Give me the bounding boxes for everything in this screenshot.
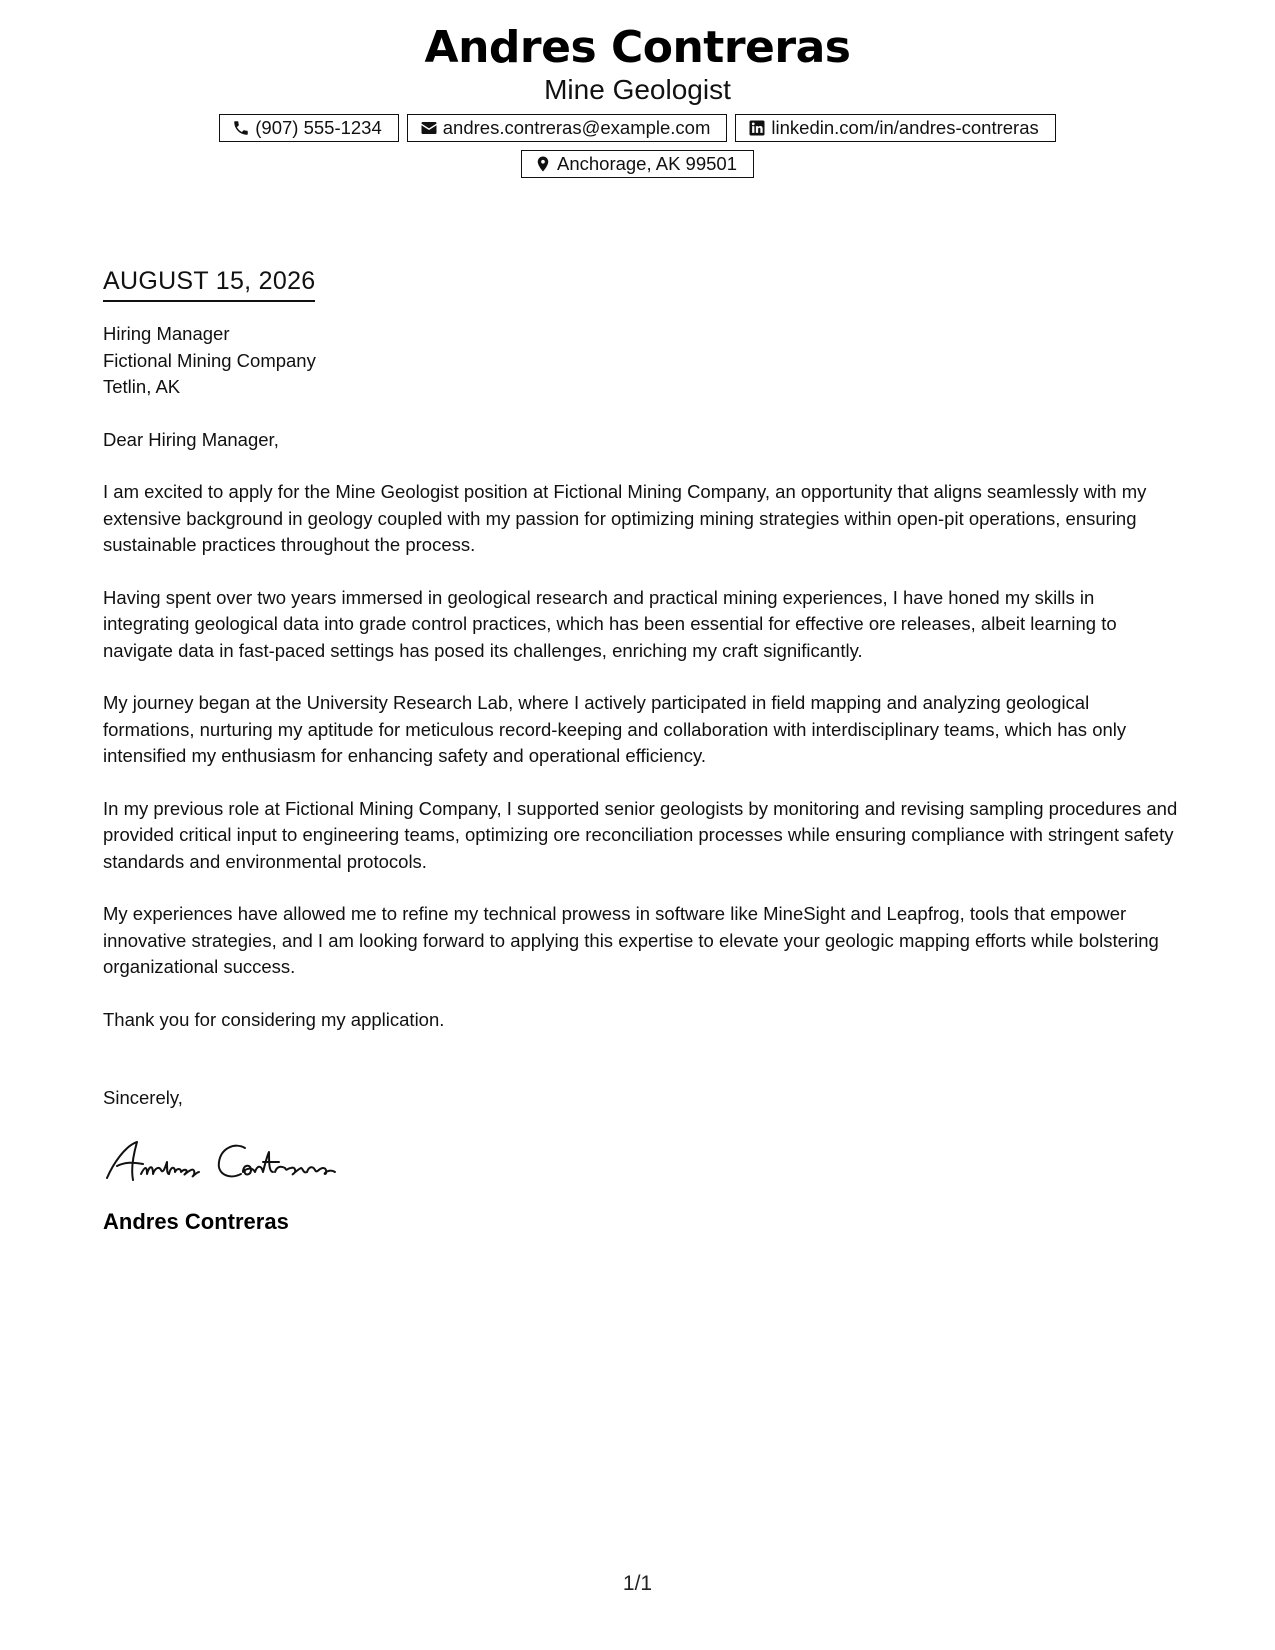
letter-body bbox=[103, 266, 1178, 1236]
contact-row-2 bbox=[0, 150, 1275, 178]
phone-icon bbox=[232, 119, 250, 137]
signature-icon bbox=[103, 1134, 373, 1190]
phone-contact bbox=[219, 114, 399, 142]
recipient-title: Hiring Manager bbox=[103, 323, 230, 344]
paragraph-3: My journey began at the University Research Lab, where I actively participated in field mapping and analyzing geological formations, nurturing my aptitude for meticulous record-keeping and collaboration with interdisciplinary teams, which has only intensified my enthusiasm for enhancing safety and operational efficiency. bbox=[103, 692, 1127, 766]
envelope-icon bbox=[420, 119, 438, 137]
applicant-role: Mine Geologist bbox=[544, 74, 731, 105]
email-contact bbox=[407, 114, 728, 142]
paragraph-1: I am excited to apply for the Mine Geologist position at Fictional Mining Company, an opportunity that aligns seamlessly with my extensive background in geology coupled with my passion for optimizing mining strategies within open-pit operations, ensuring sustainable practices throughout the process. bbox=[103, 481, 1147, 555]
letter-date: AUGUST 15, 2026 bbox=[103, 266, 315, 302]
signer-name: Andres Contreras bbox=[103, 1208, 289, 1234]
phone-text: (907) 555-1234 bbox=[255, 117, 382, 138]
location-text: Anchorage, AK 99501 bbox=[556, 153, 737, 174]
paragraph-6: Thank you for considering my application. bbox=[103, 1008, 445, 1030]
linkedin-text: linkedin.com/in/andres-contreras bbox=[771, 117, 1039, 138]
paragraph-2: Having spent over two years immersed in geological research and practical mining experiences, I have honed my skills in integrating geological data into grade control practices, which has been essential for effective ore releases, albeit learning to navigate data in fast-paced settings has posed its challenges, enriching my craft significantly. bbox=[103, 586, 1117, 661]
contact-row bbox=[0, 114, 1275, 142]
page-number: 1/1 bbox=[622, 1572, 653, 1595]
recipient-block bbox=[103, 321, 1178, 401]
applicant-name: Andres Contreras bbox=[424, 22, 851, 73]
linkedin-contact bbox=[735, 114, 1055, 142]
paragraph-4: In my previous role at Fictional Mining Company, I supported senior geologists by monitoring and revising sampling procedures and provided critical input to engineering teams, optimizing ore reconciliation processes while ensuring compliance with stringent safety standards and environmental protocols. bbox=[103, 797, 1178, 872]
recipient-location: Tetlin, AK bbox=[103, 376, 181, 397]
linkedin-icon bbox=[748, 119, 766, 137]
recipient-company: Fictional Mining Company bbox=[103, 349, 316, 371]
handwritten-signature bbox=[103, 1134, 1178, 1190]
email-text: andres.contreras@example.com bbox=[442, 117, 711, 138]
closing: Sincerely, bbox=[103, 1087, 183, 1108]
letter-header bbox=[0, 22, 1275, 178]
paragraph-5: My experiences have allowed me to refine my technical prowess in software like MineSight and Leapfrog, tools that empower innovative strategies, and I am looking forward to applying this expertise to elevate your geologic mapping efforts while bolstering organizational success. bbox=[103, 903, 1159, 977]
location-contact bbox=[521, 150, 754, 178]
salutation: Dear Hiring Manager, bbox=[103, 428, 279, 450]
map-marker-icon bbox=[534, 155, 552, 173]
